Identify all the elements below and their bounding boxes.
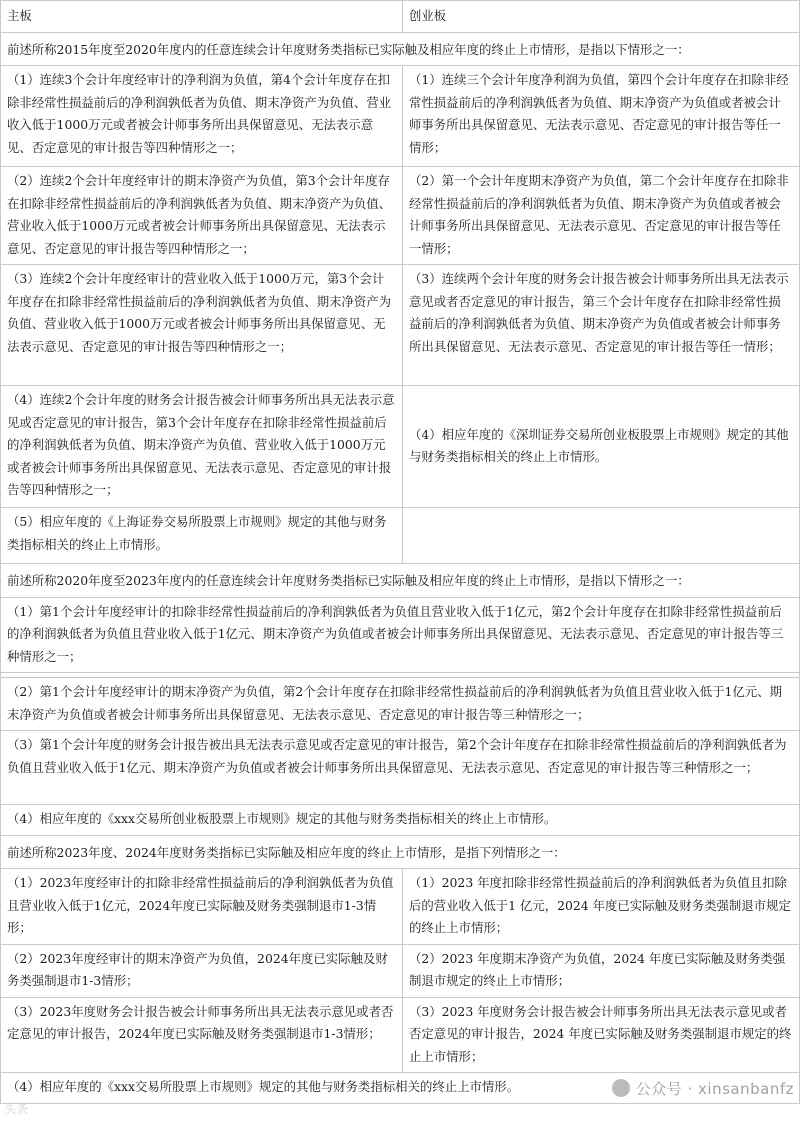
gem-cell: （1）连续三个会计年度净利润为负值，第四个会计年度存在扣除非经常性损益前后的净利润孰低者为负值、期末净资产为负值或者被会计师事务所出具保留意见、无法表示意见、否定意见的审计报告等任一情形； xyxy=(403,66,800,167)
watermark xyxy=(612,1078,794,1099)
table-row xyxy=(1,386,800,508)
table-row xyxy=(1,265,800,386)
table-row xyxy=(1,597,800,673)
main-cell: （1）连续3个会计年度经审计的净利润为负值，第4个会计年度存在扣除非经常性损益前后的净利润孰低者为负值、期末净资产为负值、营业收入低于1000万元或者被会计师事务所出具保留意见、无法表示意见、否定意见的审计报告等四种情形之一； xyxy=(1,66,403,167)
gem-cell-empty xyxy=(403,508,800,564)
main-cell: （3）连续2个会计年度经审计的营业收入低于1000万元，第3个会计年度存在扣除非经常性损益前后的净利润孰低者为负值、期末净资产为负值、营业收入低于1000万元或者被会计师事务所出具保留意见、无法表示意见、否定意见的审计报告等四种情形之一； xyxy=(1,265,403,386)
full-width-cell: （3）第1个会计年度的财务会计报告被出具无法表示意见或否定意见的审计报告，第2个会计年度存在扣除非经常性损益前后的净利润孰低者为负值且营业收入低于1亿元、期末净资产为负值或者被会计师事务所出具保留意见、无法表示意见、否定意见的审计报告等三种情形之一； xyxy=(1,731,800,805)
table-row xyxy=(1,731,800,805)
section-intro xyxy=(1,835,800,869)
full-width-cell: （2）第1个会计年度经审计的期末净资产为负值，第2个会计年度存在扣除非经常性损益前后的净利润孰低者为负值且营业收入低于1亿元、期末净资产为负值或者被会计师事务所出具保留意见、无法表示意见、否定意见的审计报告等三种情形之一； xyxy=(1,678,800,731)
table-row xyxy=(1,805,800,836)
header-row xyxy=(1,1,800,33)
gem-cell: （3）2023 年度财务会计报告被会计师事务所出具无法表示意见或者否定意见的审计报告，2024 年度已实际触及财务类强制退市规定的终止上市情形； xyxy=(403,997,800,1073)
main-cell: （3）2023年度财务会计报告被会计师事务所出具无法表示意见或者否定意见的审计报告，2024年度已实际触及财务类强制退市1-3情形； xyxy=(1,997,403,1073)
table-row xyxy=(1,66,800,167)
column-header-main: 主板 xyxy=(1,1,403,33)
full-width-cell: （4）相应年度的《xxx交易所创业板股票上市规则》规定的其他与财务类指标相关的终止上市情形。 xyxy=(1,805,800,836)
table-row xyxy=(1,944,800,997)
gem-cell: （3）连续两个会计年度的财务会计报告被会计师事务所出具无法表示意见或者否定意见的审计报告，第三个会计年度存在扣除非经常性损益前后的净利润孰低者为负值、期末净资产为负值或者被会计师事务所出具保留意见、无法表示意见、否定意见的审计报告等任一情形； xyxy=(403,265,800,386)
table-row xyxy=(1,678,800,731)
gem-cell: （1）2023 年度扣除非经常性损益前后的净利润孰低者为负值且扣除后的营业收入低于1 亿元，2024 年度已实际触及财务类强制退市规定的终止上市情形； xyxy=(403,869,800,945)
section-intro xyxy=(1,564,800,598)
main-cell: （2）2023年度经审计的期末净资产为负值，2024年度已实际触及财务类强制退市1-3情形； xyxy=(1,944,403,997)
table-row xyxy=(1,997,800,1073)
section-intro xyxy=(1,32,800,66)
watermark-text: 公众号 · xinsanbanfz xyxy=(635,1080,794,1098)
wechat-logo-icon xyxy=(612,1079,630,1097)
section-1-intro: 前述所称2015年度至2020年度内的任意连续会计年度财务类指标已实际触及相应年度的终止上市情形，是指以下情形之一： xyxy=(1,32,800,66)
main-cell: （1）2023年度经审计的扣除非经常性损益前后的净利润孰低者为负值且营业收入低于1亿元，2024年度已实际触及财务类强制退市1-3情形； xyxy=(1,869,403,945)
table-row xyxy=(1,869,800,945)
main-cell: （2）连续2个会计年度经审计的期末净资产为负值，第3个会计年度存在扣除非经常性损益前后的净利润孰低者为负值、期末净资产为负值、营业收入低于1000万元或者被会计师事务所出具保留意见、无法表示意见、否定意见的审计报告等四种情形之一； xyxy=(1,167,403,265)
gem-cell: （2）第一个会计年度期末净资产为负值，第二个会计年度存在扣除非经常性损益前后的净利润孰低者为负值、期末净资产为负值或者被会计师事务所出具保留意见、无法表示意见、否定意见的审计报告等任一情形； xyxy=(403,167,800,265)
main-cell: （4）连续2个会计年度的财务会计报告被会计师事务所出具无法表示意见或否定意见的审计报告，第3个会计年度存在扣除非经常性损益前后的净利润孰低者为负值、期末净资产为负值、营业收入低于1000万元或者被会计师事务所出具保留意见、无法表示意见、否定意见的审计报告等四种情形之一； xyxy=(1,386,403,508)
gem-cell: （2）2023 年度期末净资产为负值，2024 年度已实际触及财务类强制退市规定的终止上市情形； xyxy=(403,944,800,997)
table-row xyxy=(1,508,800,564)
full-width-cell: （4）相应年度的《xxx交易所股票上市规则》规定的其他与财务类指标相关的终止上市情形。 xyxy=(1,1073,800,1104)
column-header-gem: 创业板 xyxy=(403,1,800,33)
section-2-intro: 前述所称2020年度至2023年度内的任意连续会计年度财务类指标已实际触及相应年度的终止上市情形，是指以下情形之一： xyxy=(1,564,800,598)
gem-cell: （4）相应年度的《深圳证券交易所创业板股票上市规则》规定的其他与财务类指标相关的终止上市情形。 xyxy=(403,386,800,508)
full-width-cell: （1）第1个会计年度经审计的扣除非经常性损益前后的净利润孰低者为负值且营业收入低于1亿元，第2个会计年度存在扣除非经常性损益前后的净利润孰低者为负值且营业收入低于1亿元、期末净资产为负值或者被会计师事务所出具保留意见、无法表示意见、否定意见的审计报告等三种情形之一； xyxy=(1,597,800,673)
section-3-intro: 前述所称2023年度、2024年度财务类指标已实际触及相应年度的终止上市情形，是指下列情形之一： xyxy=(1,835,800,869)
table-row xyxy=(1,167,800,265)
main-cell: （5）相应年度的《上海证券交易所股票上市规则》规定的其他与财务类指标相关的终止上市情形。 xyxy=(1,508,403,564)
corner-watermark: 头条 xyxy=(4,1102,29,1116)
